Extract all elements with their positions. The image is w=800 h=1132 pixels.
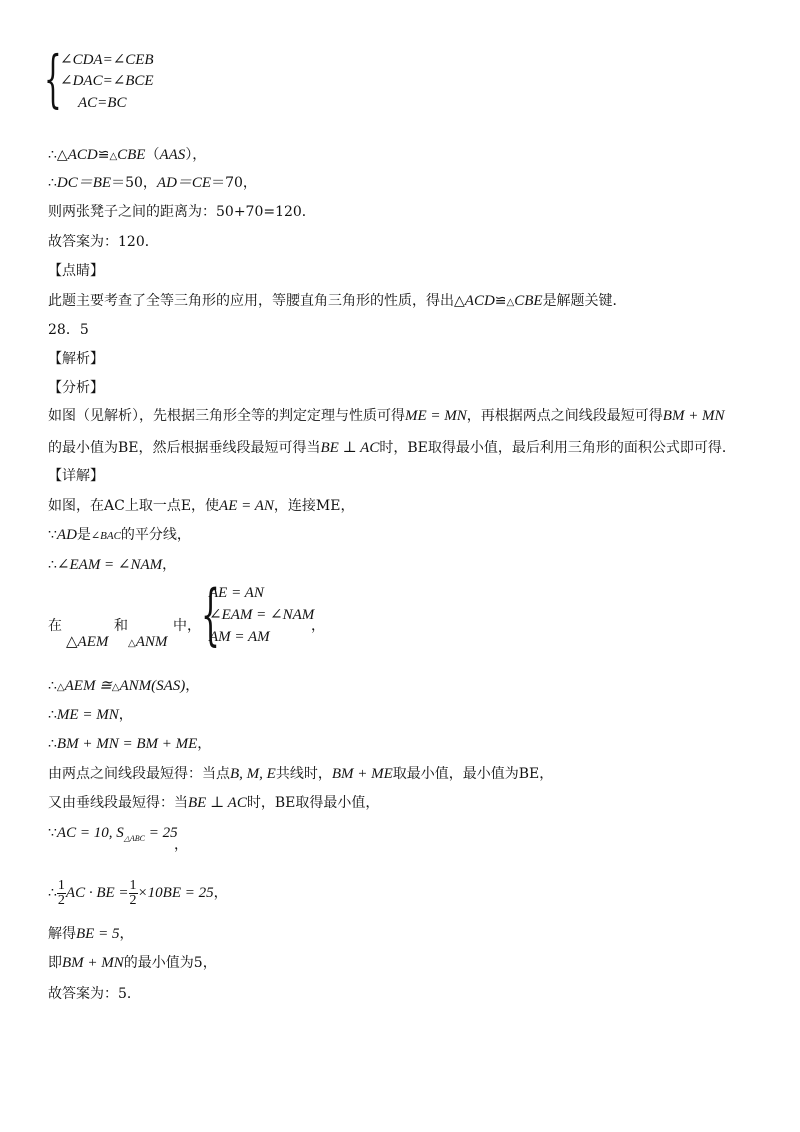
system2-comma: ， — [311, 618, 325, 634]
system-row-3: AC=BC — [78, 95, 127, 111]
distance-line: 则两张凳子之间的距离为：50+70=120． — [48, 204, 316, 220]
triangle-anm: △ANM — [128, 634, 168, 650]
detail-line-given-comma: ， — [174, 837, 188, 853]
question-number: 28．5 — [48, 322, 89, 338]
system-row-2: ∠DAC=∠BCE — [60, 73, 154, 89]
system2-row-3: AM = AM — [209, 629, 270, 645]
detail-line-3: ∴∠EAM = ∠NAM， — [48, 557, 177, 573]
detail-line-perpendicular: 又由垂线段最短得：当BE ⊥ AC时，BE取得最小值， — [48, 795, 380, 811]
segment-values-line: ∴DC＝BE＝50，AD＝CE＝70， — [48, 175, 257, 191]
answer-line-28: 故答案为：5． — [48, 986, 141, 1002]
fraction-one-half: $\frac{1}{2}$ — [57, 877, 65, 908]
heading-fenxi: 【分析】 — [48, 380, 104, 396]
detail-line-solve: 解得BE = 5， — [48, 926, 134, 942]
zhong-label: 中， — [173, 618, 201, 634]
detail-line-collinear: 由两点之间线段最短得：当点B, M, E共线时，BM + ME取最小值，最小值为BE， — [48, 766, 554, 782]
detail-line-bm-sum: ∴BM + MN = BM + ME， — [48, 736, 212, 752]
analysis-line-1: 如图（见解析），先根据三角形全等的判定定理与性质可得ME = MN，再根据两点之间线段最短可得BM + MN — [48, 408, 725, 424]
fraction-one-half-2: $\frac{1}{2}$ — [129, 877, 137, 908]
triangle-aem: △AEM — [66, 634, 109, 650]
system2-row-1: AE = AN — [209, 585, 264, 601]
analysis-line-2: 的最小值为BE，然后根据垂线段最短可得当BE ⊥ AC时，BE取得最小值，最后利用三角形的面积公式即可得． — [48, 440, 736, 456]
system-row-1: ∠CDA=∠CEB — [60, 52, 154, 68]
detail-line-2: ∵AD是∠BAC的平分线， — [48, 527, 191, 543]
detail-line-given: ∵AC = 10, $S_{\triangle ABC} = 25$ — [48, 825, 178, 843]
detail-line-1: 如图，在AC上取一点E，使AE = AN，连接ME， — [48, 498, 355, 514]
congruence-line: ∴△ACD≌△CBE（AAS）， — [48, 147, 207, 163]
left-brace: { — [44, 42, 62, 115]
heading-dianjing: 【点睛】 — [48, 263, 104, 279]
detail-line-me-mn: ∴ME = MN， — [48, 707, 133, 723]
he-label: 和 — [114, 618, 128, 634]
heading-jiexi: 【解析】 — [48, 351, 104, 367]
detail-line-min: 即BM + MN的最小值为5， — [48, 955, 217, 971]
system2-row-2: ∠EAM = ∠NAM — [209, 607, 315, 623]
comment-line: 此题主要考查了全等三角形的应用，等腰直角三角形的性质，得出△ACD≌△CBE是解题关键． — [48, 293, 627, 309]
left-brace-2: { — [201, 576, 220, 653]
heading-xiangjie: 【详解】 — [48, 468, 104, 484]
answer-line-27: 故答案为：120． — [48, 234, 159, 250]
detail-line-sas: ∴△AEM ≅△ANM(SAS)， — [48, 678, 200, 694]
zai-label: 在 — [48, 618, 62, 634]
detail-line-area: ∴ $\frac{1}{2}$ AC · BE = $\frac{1}{2}$ ×10BE = 25， — [48, 877, 228, 908]
